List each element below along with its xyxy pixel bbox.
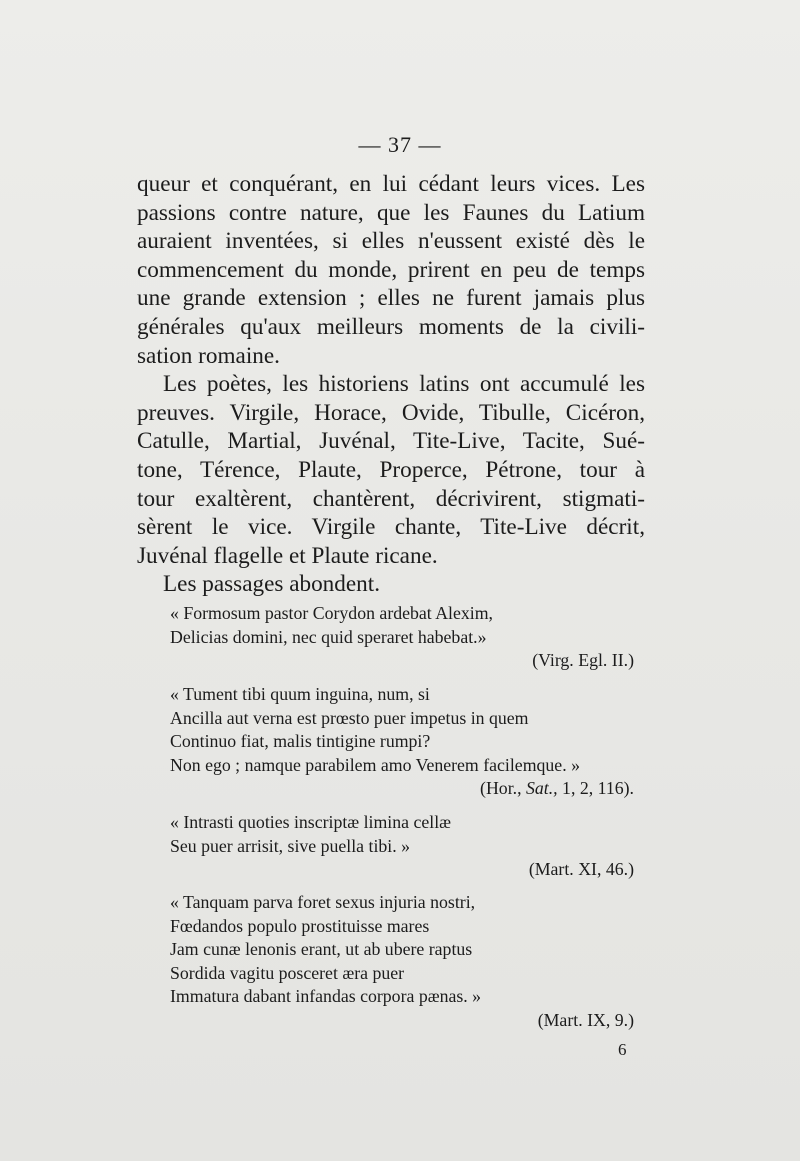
verse-line: Fœdandos populo prostituisse mares	[170, 915, 430, 936]
text-line: Les passages abondent.	[163, 571, 380, 598]
quote-martial-ix	[170, 891, 640, 1033]
prose-text	[137, 170, 645, 599]
verse-line: « Formosum pastor Corydon ardebat Alexim,	[170, 603, 493, 623]
text-line: tone, Térence, Plaute, Properce, Pétrone, tour à	[137, 456, 645, 483]
text-line: passions contre nature, que les Faunes du Latium	[137, 199, 645, 226]
source-italic: Sat.,	[525, 778, 558, 799]
verse-line: Ancilla aut verna est prœsto puer impetus in quem	[170, 707, 529, 728]
text-line: preuves. Virgile, Horace, Ovide, Tibulle, Cicéron,	[137, 399, 645, 426]
quote-source: (Mart. XI, 46.)	[528, 859, 634, 880]
text-line: commencement du monde, prirent en peu de temps	[137, 256, 645, 283]
text-line: sation romaine.	[137, 342, 280, 369]
quote-source: (Mart. IX, 9.)	[537, 1009, 634, 1030]
verse-line: Delicias domini, nec quid speraret habebat.»	[170, 626, 487, 647]
verse-line: Continuo fiat, malis tintigine rumpi?	[170, 731, 431, 752]
quote-martial-xi	[170, 811, 640, 882]
quote-source	[170, 777, 640, 801]
verse-line: Sordida vagitu posceret æra puer	[170, 962, 405, 983]
verse-line: « Intrasti quoties inscriptæ limina cellæ	[170, 812, 452, 832]
paragraph-2	[137, 370, 645, 570]
verse-line: Seu puer arrisit, sive puella tibi. »	[170, 835, 410, 856]
text-line: tour exaltèrent, chantèrent, décrivirent, stigmati-	[137, 485, 645, 512]
verse-line: Non ego ; namque parabilem amo Venerem facilemque. »	[170, 754, 580, 775]
verse-line: « Tanquam parva foret sexus injuria nostri,	[170, 892, 476, 912]
page-number: — 37 —	[358, 132, 442, 157]
text-line: queur et conquérant, en lui cédant leurs vices. Les	[137, 171, 645, 197]
text-line: auraient inventées, si elles n'eussent existé dès le	[137, 228, 645, 255]
verse-line: Jam cunæ lenonis erant, ut ab ubere raptus	[170, 939, 473, 960]
quote-virgil	[170, 602, 640, 673]
signature-mark: 6	[618, 1040, 627, 1059]
text-line: une grande extension ; elles ne furent jamais plus	[137, 285, 645, 312]
quote-horace	[170, 683, 640, 801]
text-line: générales qu'aux meilleurs moments de la civili-	[137, 313, 645, 340]
text-line: Juvénal flagelle et Plaute ricane.	[137, 542, 438, 569]
text-line: Les poètes, les historiens latins ont accumulé les	[163, 371, 645, 398]
paragraph-3	[137, 570, 645, 599]
quote-source: (Virg. Egl. II.)	[532, 650, 634, 671]
verse-line: « Tument tibi quum inguina, num, si	[170, 684, 430, 704]
source-suffix: 1, 2, 116).	[557, 778, 634, 799]
text-line: Catulle, Martial, Juvénal, Tite-Live, Tacite, Sué-	[137, 428, 645, 455]
source-prefix: (Hor.,	[480, 778, 526, 799]
text-line: sèrent le vice. Virgile chante, Tite-Live décrit,	[137, 514, 645, 541]
paragraph-1	[137, 170, 645, 370]
verse-line: Immatura dabant infandas corpora pænas. »	[170, 986, 482, 1007]
